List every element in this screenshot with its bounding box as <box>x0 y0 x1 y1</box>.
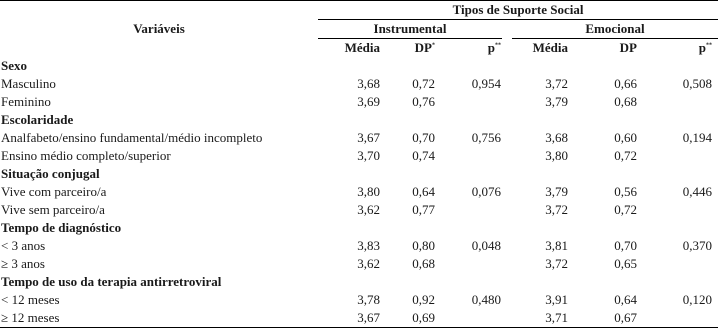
cell-e-p: 0,446 <box>682 184 712 199</box>
cell-e-dp: 0,65 <box>614 256 637 271</box>
section-row <box>0 111 718 129</box>
table-row <box>0 183 718 201</box>
section-row <box>0 219 718 237</box>
row-label: Vive sem parceiro/a <box>1 202 105 217</box>
cell-i-dp: 0,92 <box>412 292 435 307</box>
emocional-media-header: Média <box>532 40 568 55</box>
cell-i-media: 3,62 <box>357 202 380 217</box>
cell-e-p <box>643 255 718 273</box>
cell-e-media: 3,80 <box>545 148 568 163</box>
cell-e-p <box>643 93 718 111</box>
cell-e-dp: 0,67 <box>574 309 643 328</box>
cell-e-p: 0,194 <box>682 130 712 145</box>
cell-i-dp: 0,68 <box>412 256 435 271</box>
cell-i-dp: 0,64 <box>412 184 435 199</box>
row-label: < 12 meses <box>1 292 60 307</box>
cell-i-media: 3,83 <box>357 238 380 253</box>
cell-e-media: 3,72 <box>545 256 568 271</box>
cell-i-p: 0,954 <box>471 76 501 91</box>
cell-e-media: 3,91 <box>545 292 568 307</box>
table-body <box>0 57 718 328</box>
cell-i-media: 3,78 <box>357 292 380 307</box>
cell-i-dp: 0,76 <box>412 94 435 109</box>
row-label: Analfabeto/ensino fundamental/médio incompleto <box>1 130 263 145</box>
cell-e-dp: 0,66 <box>614 76 637 91</box>
row-label: ≥ 12 meses <box>0 309 318 328</box>
table-row <box>0 255 718 273</box>
section-title: Sexo <box>1 58 27 73</box>
cell-i-dp: 0,70 <box>412 130 435 145</box>
cell-i-dp: 0,74 <box>412 148 435 163</box>
section-row <box>0 273 718 291</box>
cell-e-media: 3,72 <box>545 76 568 91</box>
cell-e-media: 3,71 <box>507 309 574 328</box>
section-title: Situação conjugal <box>1 166 100 181</box>
cell-i-dp: 0,77 <box>412 202 435 217</box>
instrumental-dp-header: DP* <box>414 40 435 55</box>
cell-e-media: 3,79 <box>545 184 568 199</box>
row-label: Ensino médio completo/superior <box>1 148 171 163</box>
cell-e-dp: 0,60 <box>614 130 637 145</box>
cell-e-media: 3,79 <box>545 94 568 109</box>
table-row <box>0 201 718 219</box>
cell-e-p: 0,370 <box>682 238 712 253</box>
emocional-p-header: p** <box>698 40 712 55</box>
cell-e-media: 3,68 <box>545 130 568 145</box>
cell-e-p <box>643 147 718 165</box>
section-row <box>0 57 718 75</box>
cell-e-p <box>643 201 718 219</box>
cell-e-dp: 0,72 <box>614 148 637 163</box>
table-row <box>0 129 718 147</box>
cell-i-media: 3,68 <box>357 76 380 91</box>
row-label: < 3 anos <box>1 238 46 253</box>
emocional-header: Emocional <box>507 20 718 39</box>
cell-i-media: 3,69 <box>357 94 380 109</box>
table-row <box>0 147 718 165</box>
cell-i-p <box>441 309 507 328</box>
cell-e-media: 3,72 <box>545 202 568 217</box>
cell-i-p: 0,756 <box>471 130 501 145</box>
cell-i-media: 3,80 <box>357 184 380 199</box>
cell-e-media: 3,81 <box>545 238 568 253</box>
cell-e-p <box>643 309 718 328</box>
cell-i-media: 3,70 <box>357 148 380 163</box>
row-label: Vive com parceiro/a <box>1 184 107 199</box>
table-row <box>0 291 718 309</box>
emocional-dp-header: DP <box>619 40 637 55</box>
cell-i-p <box>441 93 507 111</box>
variables-header: Variáveis <box>133 21 185 36</box>
section-title: Tempo de uso da terapia antirretroviral <box>1 274 222 289</box>
cell-i-p <box>441 147 507 165</box>
cell-e-dp: 0,56 <box>614 184 637 199</box>
cell-i-dp: 0,80 <box>412 238 435 253</box>
row-label: Feminino <box>1 94 51 109</box>
cell-i-p: 0,048 <box>471 238 501 253</box>
row-label: Masculino <box>1 76 56 91</box>
instrumental-media-header: Média <box>344 40 380 55</box>
row-label: ≥ 3 anos <box>1 256 45 271</box>
table-row <box>0 237 718 255</box>
support-types-header: Tipos de Suporte Social <box>318 1 718 20</box>
cell-i-media: 3,67 <box>318 309 386 328</box>
cell-i-dp: 0,69 <box>386 309 441 328</box>
cell-i-p: 0,076 <box>471 184 501 199</box>
cell-e-p: 0,120 <box>682 292 712 307</box>
cell-e-dp: 0,70 <box>614 238 637 253</box>
table-row <box>0 309 718 328</box>
cell-i-p: 0,480 <box>471 292 501 307</box>
cell-i-media: 3,67 <box>357 130 380 145</box>
section-title: Escolaridade <box>1 112 74 127</box>
cell-e-dp: 0,72 <box>614 202 637 217</box>
cell-e-dp: 0,64 <box>614 292 637 307</box>
cell-i-p <box>441 201 507 219</box>
section-row <box>0 165 718 183</box>
table-row <box>0 93 718 111</box>
section-title: Tempo de diagnóstico <box>1 220 122 235</box>
cell-i-p <box>441 255 507 273</box>
cell-e-p: 0,508 <box>682 76 712 91</box>
instrumental-p-header: p** <box>487 40 501 55</box>
cell-i-dp: 0,72 <box>412 76 435 91</box>
cell-e-dp: 0,68 <box>614 94 637 109</box>
table-row <box>0 75 718 93</box>
instrumental-header: Instrumental <box>318 20 507 39</box>
cell-i-media: 3,62 <box>357 256 380 271</box>
table-header <box>0 1 718 58</box>
